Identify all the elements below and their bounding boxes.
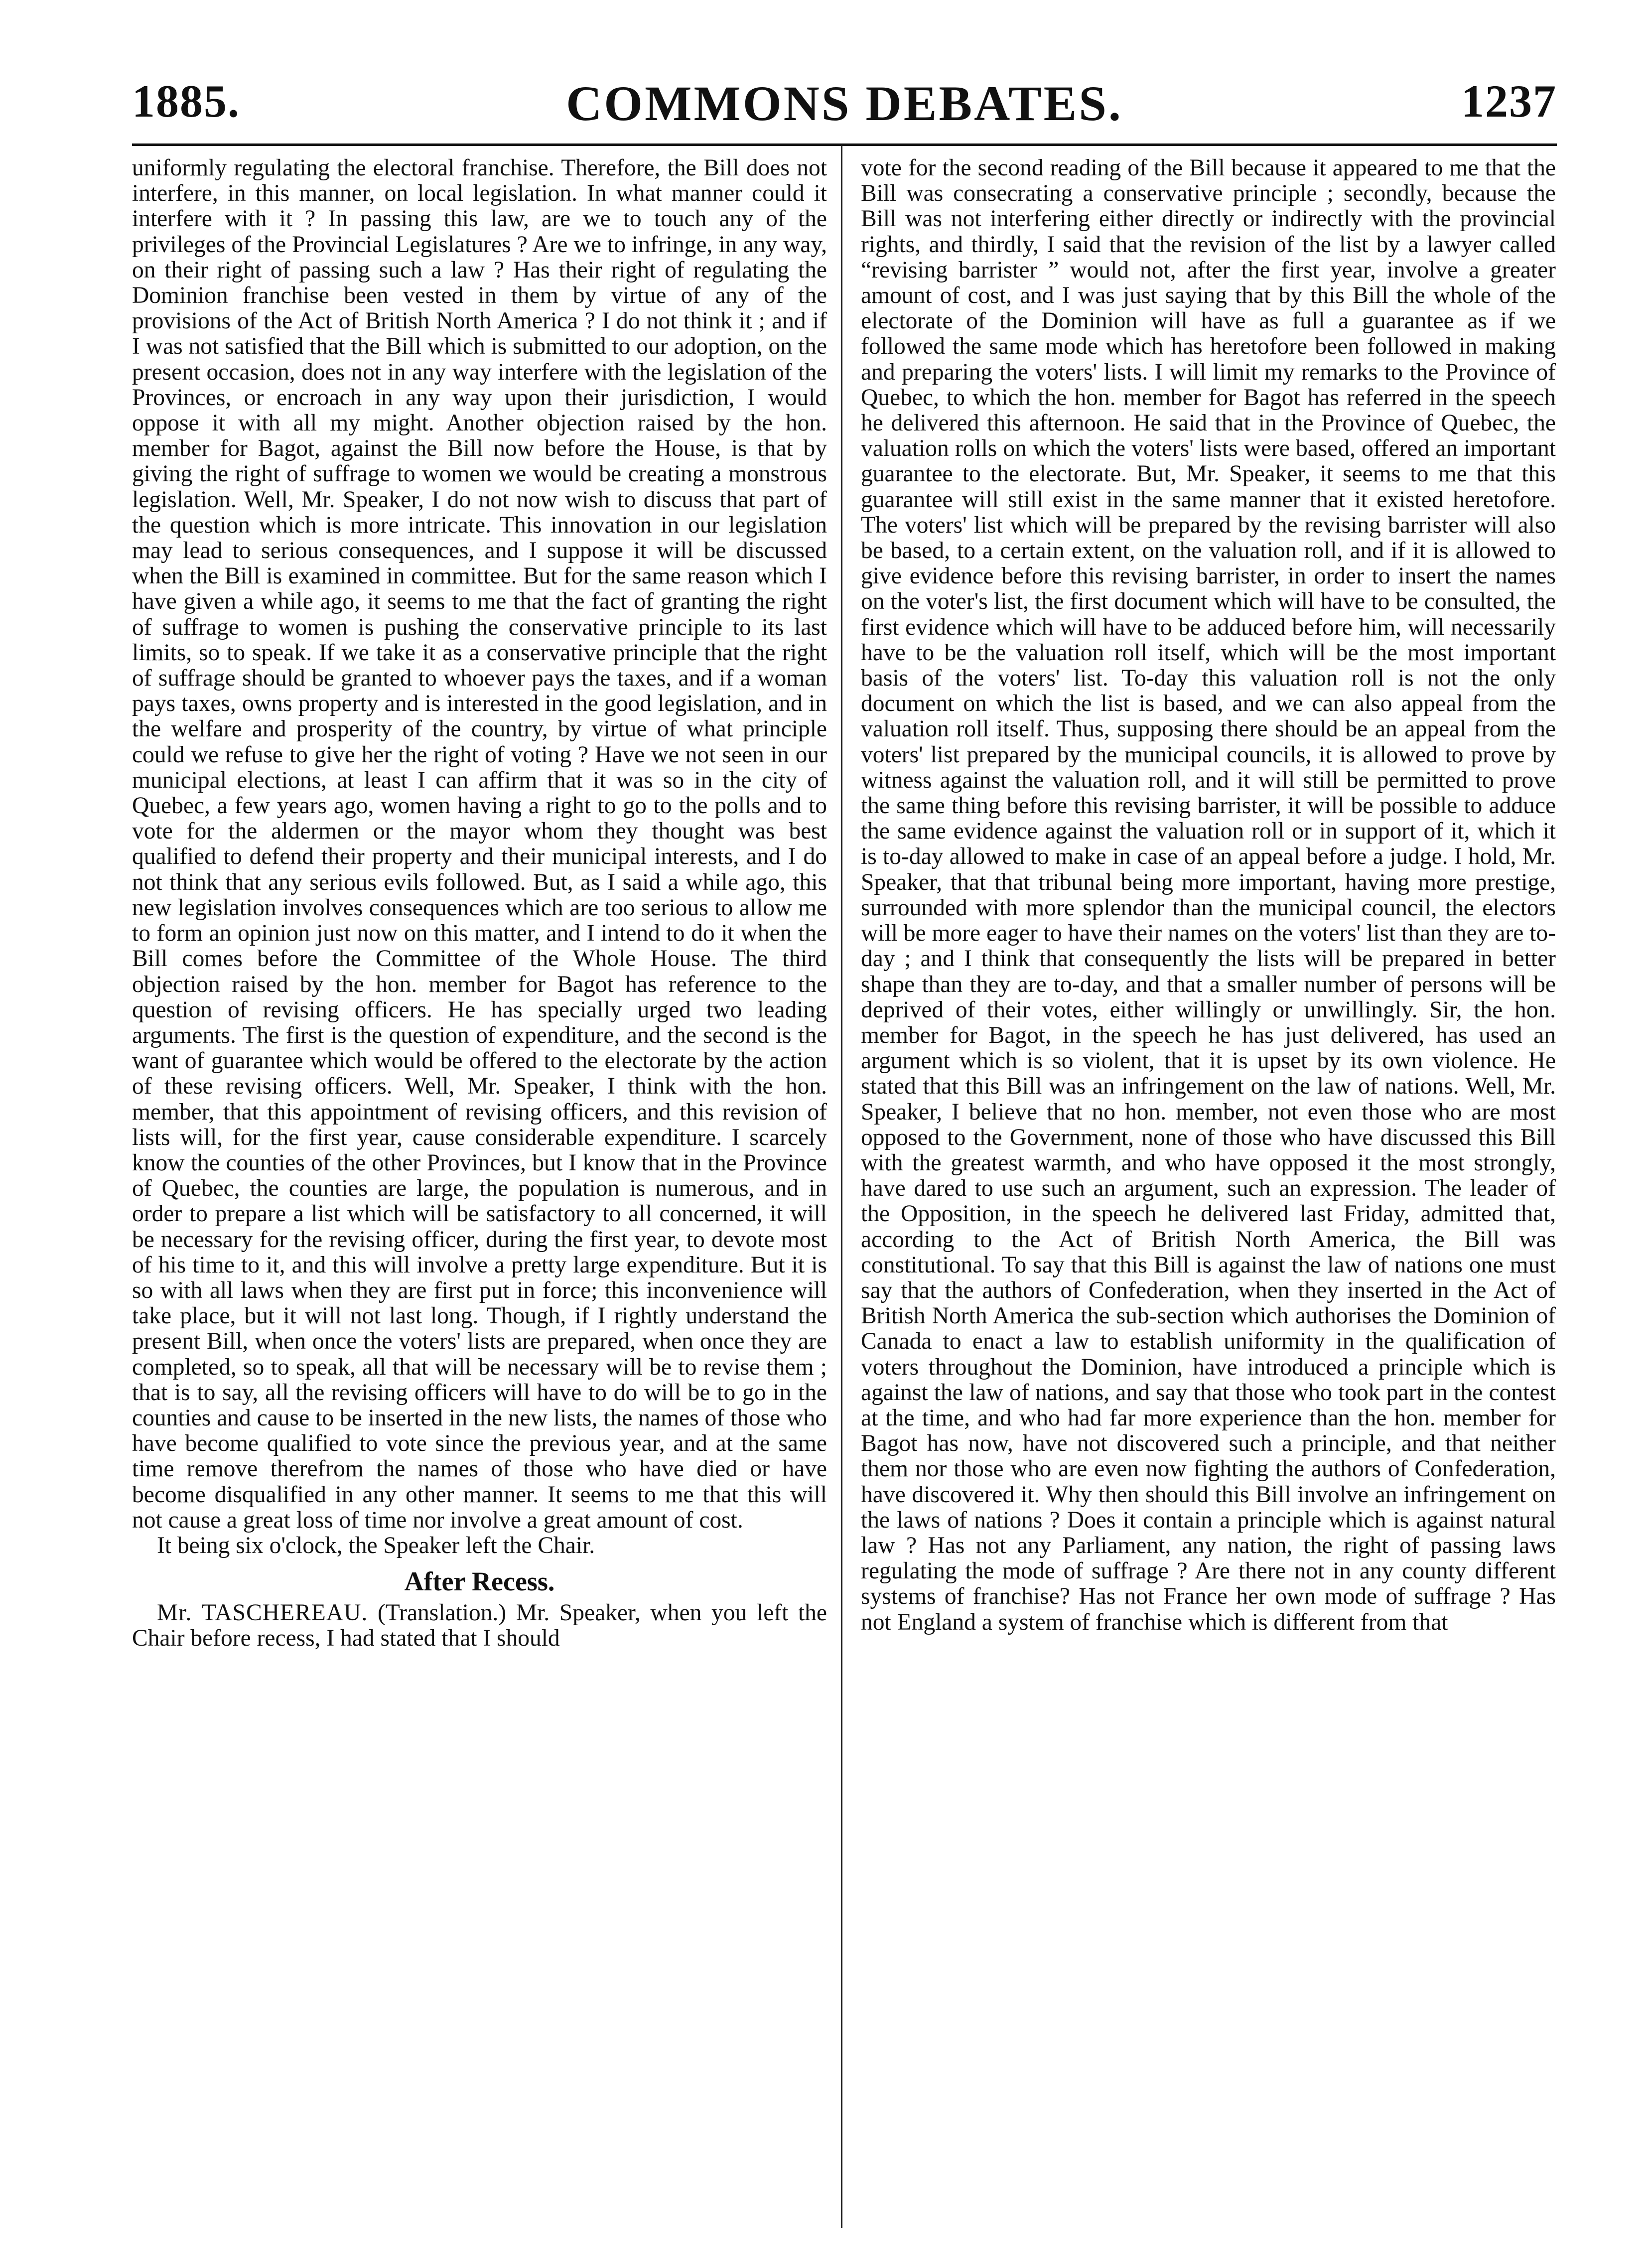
column-divider — [841, 145, 842, 2228]
left-paragraph-3 — [132, 1600, 827, 1651]
section-heading-after-recess: After Recess. — [404, 1566, 555, 1597]
header-year: 1885. — [132, 76, 240, 127]
speaker-name: Mr. TASCHEREAU. — [157, 1600, 368, 1626]
running-head — [132, 75, 1557, 140]
header-title: COMMONS DEBATES. — [566, 76, 1123, 131]
header-rule — [132, 143, 1557, 146]
header-page-number: 1237 — [1461, 76, 1557, 127]
left-paragraph-1: uniformly regulating the electoral franchise. Therefore, the Bill does not interfere, in this manner, on local legislation. In what manner could it interfere with it ? In passing this law, are we to touch any of the privileges of the Provincial Legislatures ? Are we to infringe, in any way, on their right of passing such a law ? Has their right of regulating the Dominion franchise been vested in them by virtue of any of the provisions of the Act of British North America ? I do not think it ; and if I was not satisfied that the Bill which is submitted to our adoption, on the present occasion, does not in any way interfere with the legislation of the Provinces, or encroach in any way upon their jurisdiction, I would oppose it with all my might. Another objection raised by the hon. member for Bagot, against the Bill now before the House, is that by giving the right of suffrage to women we would be creating a monstrous legislation. Well, Mr. Speaker, I do not now wish to discuss that part of the question which is more intricate. This innovation in our legislation may lead to serious consequences, and I suppose it will be discussed when the Bill is examined in committee. But for the same reason which I have given a while ago, it seems to me that the fact of granting the right of suffrage to women is pushing the conservative principle to its last limits, so to speak. If we take it as a conservative principle that the right of suffrage should be granted to whoever pays the taxes, and if a woman pays taxes, owns property and is interested in the good legislation, and in the welfare and prosperity of the country, by virtue of what principle could we refuse to give her the right of voting ? Have we not seen in our municipal elections, at least I can affirm that it was so in the city of Quebec, a few years ago, women having a right to go to the polls and to vote for the aldermen or the mayor whom they thought was best qualified to defend their property and their municipal interests, and I do not think that any serious evils followed. But, as I said a while ago, this new legislation involves consequences which are too serious to allow me to form an opinion just now on this matter, and I intend to do it when the Bill comes before the Committee of the Whole House. The third objection raised by the hon. member for Bagot has reference to the question of revising officers. He has specially urged two leading arguments. The first is the question of expenditure, and the second is the want of guarantee which would be offered to the electorate by the action of these revising officers. Well, Mr. Speaker, I think with the hon. member, that this appointment of revising officers, and this revision of lists will, for the first year, cause considerable expenditure. I scarcely know the counties of the other Provinces, but I know that in the Province of Quebec, the counties are large, the population is numerous, and in order to prepare a list which will be satisfactory to all concerned, it will be necessary for the revising officer, during the first year, to devote most of his time to it, and this will involve a pretty large expenditure. But it is so with all laws when they are first put in force; this inconvenience will take place, but it will not last long. Though, if I rightly understand the present Bill, when once the voters' lists are prepared, when once they are completed, so to speak, all that will be necessary will be to revise them ; that is to say, all the revising officers will have to do will be to go in the counties and cause to be inserted in the new lists, the names of those who have become qualified to vote since the previous year, and at the same time remove therefrom the names of those who have died or have become disqualified in any other manner. It seems to me that this will not cause a great loss of time nor involve a great amount of cost. — [132, 155, 827, 1533]
left-paragraph-3-text: (Translation.) Mr. Speaker, when you left the Chair before recess, I had stated that I should — [132, 1600, 827, 1652]
left-paragraph-2: It being six o'clock, the Speaker left the Chair. — [157, 1532, 595, 1558]
right-column — [861, 155, 1556, 1635]
right-paragraph-1: vote for the second reading of the Bill because it appeared to me that the Bill was consecrating a conservative principle ; secondly, because the Bill was not interfering either directly or indirectly with the provincial rights, and thirdly, I said that the revision of the list by a lawyer called “revising barrister ” would not, after the first year, involve a greater amount of cost, and I was just saying that by this Bill the whole of the electorate of the Dominion will have as full a guarantee as if we followed the same mode which has heretofore been followed in making and preparing the voters' lists. I will limit my remarks to the Province of Quebec, to which the hon. member for Bagot has referred in the speech he delivered this afternoon. He said that in the Province of Quebec, the valuation rolls on which the voters' lists were based, offered an important guarantee to the electorate. But, Mr. Speaker, it seems to me that this guarantee will still exist in the same manner that it existed heretofore. The voters' list which will be prepared by the revising barrister will also be based, to a certain extent, on the valuation roll, and if it is allowed to give evidence before this revising barrister, in order to insert the names on the voter's list, the first document which will have to be consulted, the first evidence which will have to be adduced before him, will necessarily have to be the valuation roll itself, which will be the most important basis of the voters' list. To-day this valuation roll is not the only document on which the list is based, and we can also appeal from the valuation roll itself. Thus, supposing there should be an appeal from the voters' list prepared by the municipal councils, it is allowed to prove by witness against the valuation roll, and it will still be permitted to prove the same thing before this revising barrister, it will be possible to adduce the same evidence against the valuation roll or in support of it, which it is to-day allowed to make in case of an appeal before a judge. I hold, Mr. Speaker, that that tribunal being more important, having more prestige, surrounded with more splendor than the municipal council, the electors will be more eager to have their names on the voters' list than they are to-day ; and I think that consequently the lists will be prepared in better shape than they are to-day, and that a smaller number of persons will be deprived of their votes, either willingly or unwillingly. Sir, the hon. member for Bagot, in the speech he has just delivered, has used an argument which is so violent, that it is upset by its own violence. He stated that this Bill was an infringement on the law of nations. Well, Mr. Speaker, I believe that no hon. member, not even those who are most opposed to the Government, none of those who have discussed this Bill with the greatest warmth, and who have opposed it the most strongly, have dared to use such an argument, such an expression. The leader of the Opposition, in the speech he delivered last Friday, admitted that, according to the Act of British North America, the Bill was constitutional. To say that this Bill is against the law of nations one must say that the authors of Confederation, when they inserted in the Act of British North America the sub-section which authorises the Dominion of Canada to enact a law to establish uniformity in the qualification of voters throughout the Dominion, have introduced a principle which is against the law of nations, and say that those who took part in the contest at the time, and who had far more experience than the hon. member for Bagot has now, have not discovered such a principle, and that neither them nor those who are even now fighting the authors of Confederation, have discovered it. Why then should this Bill involve an infringement on the laws of nations ? Does it contain a principle which is against natural law ? Has not any Parliament, any nation, the right of passing laws regulating the mode of suffrage ? Are there not in any county different systems of franchise? Has not France her own mode of suffrage ? Has not England a system of franchise which is different from that — [861, 155, 1556, 1635]
left-column — [132, 155, 827, 1652]
